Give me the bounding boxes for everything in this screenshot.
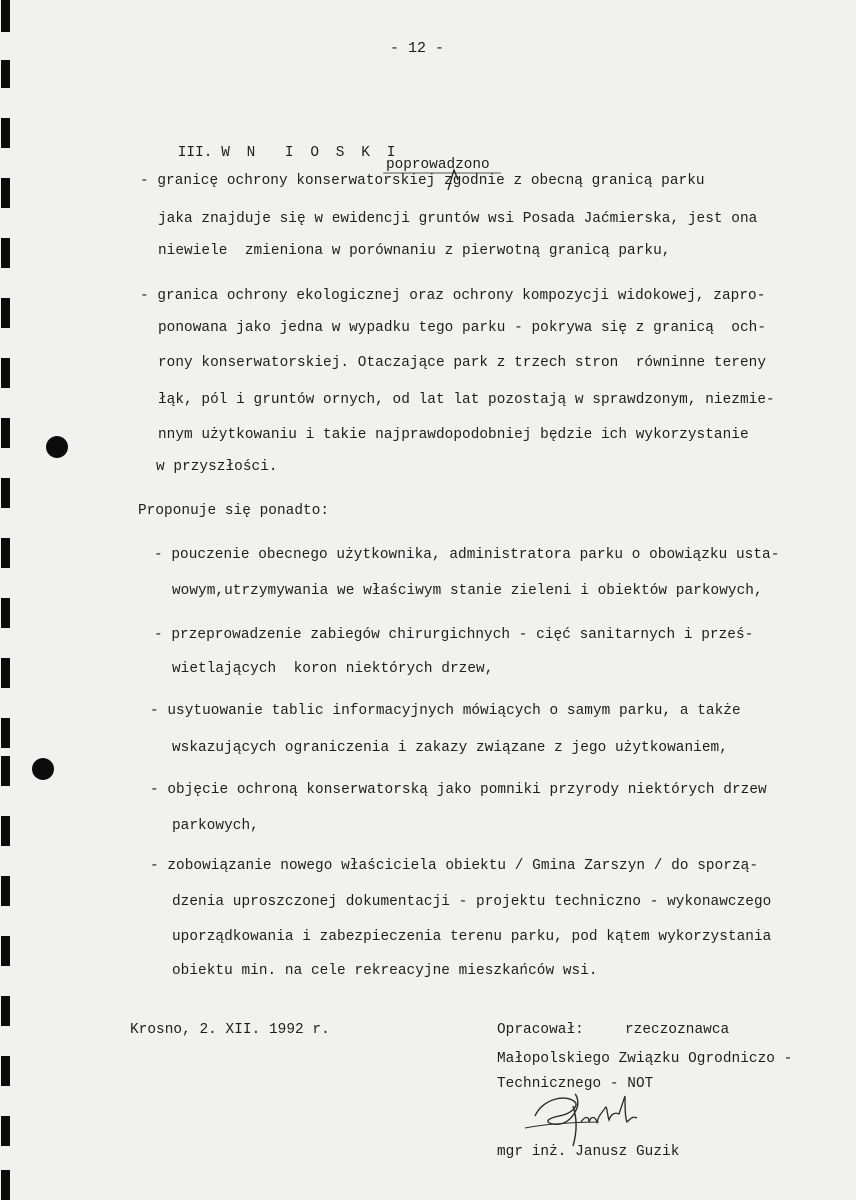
proposal-item-line: dzenia uproszczonej dokumentacji - projektu techniczno - wykonawczego	[172, 894, 772, 910]
section-roman: III.	[177, 145, 213, 161]
prepared-label: Opracował:	[497, 1022, 584, 1038]
proposal-item-line: - pouczenie obecnego użytkownika, administratora parku o obowiązku usta-	[154, 547, 780, 563]
proposal-item-line: wietlających koron niektórych drzew,	[172, 661, 494, 677]
paragraph-2-line: łąk, pól i gruntów ornych, od lat lat pozostają w sprawdzonym, niezmie-	[158, 392, 775, 408]
author-role: rzeczoznawca	[625, 1022, 730, 1038]
proposal-item-line: uporządkowania i zabezpieczenia terenu parku, pod kątem wykorzystania	[172, 929, 772, 945]
org-line-2: Technicznego - NOT	[497, 1076, 654, 1092]
paragraph-2-line: rony konserwatorskiej. Otaczające park z trzech stron równinne tereny	[158, 355, 767, 371]
paragraph-1-line: niewiele zmieniona w porównaniu z pierwotną granicą parku,	[158, 243, 671, 259]
proposal-item-line: wskazujących ograniczenia i zakazy związane z jego użytkowaniem,	[172, 740, 728, 756]
paragraph-2-line: - granica ochrony ekologicznej oraz ochrony kompozycji widokowej, zapro-	[140, 288, 766, 304]
handwritten-signature	[515, 1088, 665, 1148]
proposal-item-line: - zobowiązanie nowego właściciela obiektu / Gmina Zarszyn / do sporzą-	[150, 858, 759, 874]
paragraph-1-line: - granicę ochrony konserwatorskiej zgodnie z obecną granicą parku	[140, 173, 705, 189]
proposal-item-line: - objęcie ochroną konserwatorską jako pomniki przyrody niektórych drzew	[150, 782, 767, 798]
proposal-item-line: - przeprowadzenie zabiegów chirurgichnych - cięć sanitarnych i prześ-	[154, 627, 754, 643]
punch-hole-icon	[32, 758, 54, 780]
paragraph-2-line: ponowana jako jedna w wypadku tego parku - pokrywa się z granicą och-	[158, 320, 767, 336]
place-date: Krosno, 2. XII. 1992 r.	[130, 1022, 330, 1038]
section-title: W N I O S K I	[221, 145, 400, 161]
inserted-word: poprowadzono	[386, 157, 490, 173]
paragraph-2-line: w przyszłości.	[156, 459, 278, 475]
page-number: - 12 -	[390, 40, 445, 57]
paragraph-2-line: nnym użytkowaniu i takie najprawdopodobniej będzie ich wykorzystanie	[158, 427, 749, 443]
author-name: mgr inż. Janusz Guzik	[497, 1144, 680, 1160]
proposal-item-line: obiektu min. na cele rekreacyjne mieszkańców wsi.	[172, 963, 598, 979]
org-line-1: Małopolskiego Związku Ogrodniczo -	[497, 1051, 793, 1067]
proposal-intro: Proponuje się ponadto:	[138, 503, 330, 519]
proposal-item-line: wowym,utrzymywania we właściwym stanie zieleni i obiektów parkowych,	[172, 583, 763, 599]
punch-hole-icon	[46, 436, 68, 458]
paragraph-1-line: jaka znajduje się w ewidencji gruntów wsi Posada Jaćmierska, jest ona	[158, 211, 758, 227]
proposal-item-line: parkowych,	[172, 818, 259, 834]
proposal-item-line: - usytuowanie tablic informacyjnych mówiących o samym parku, a także	[150, 703, 741, 719]
